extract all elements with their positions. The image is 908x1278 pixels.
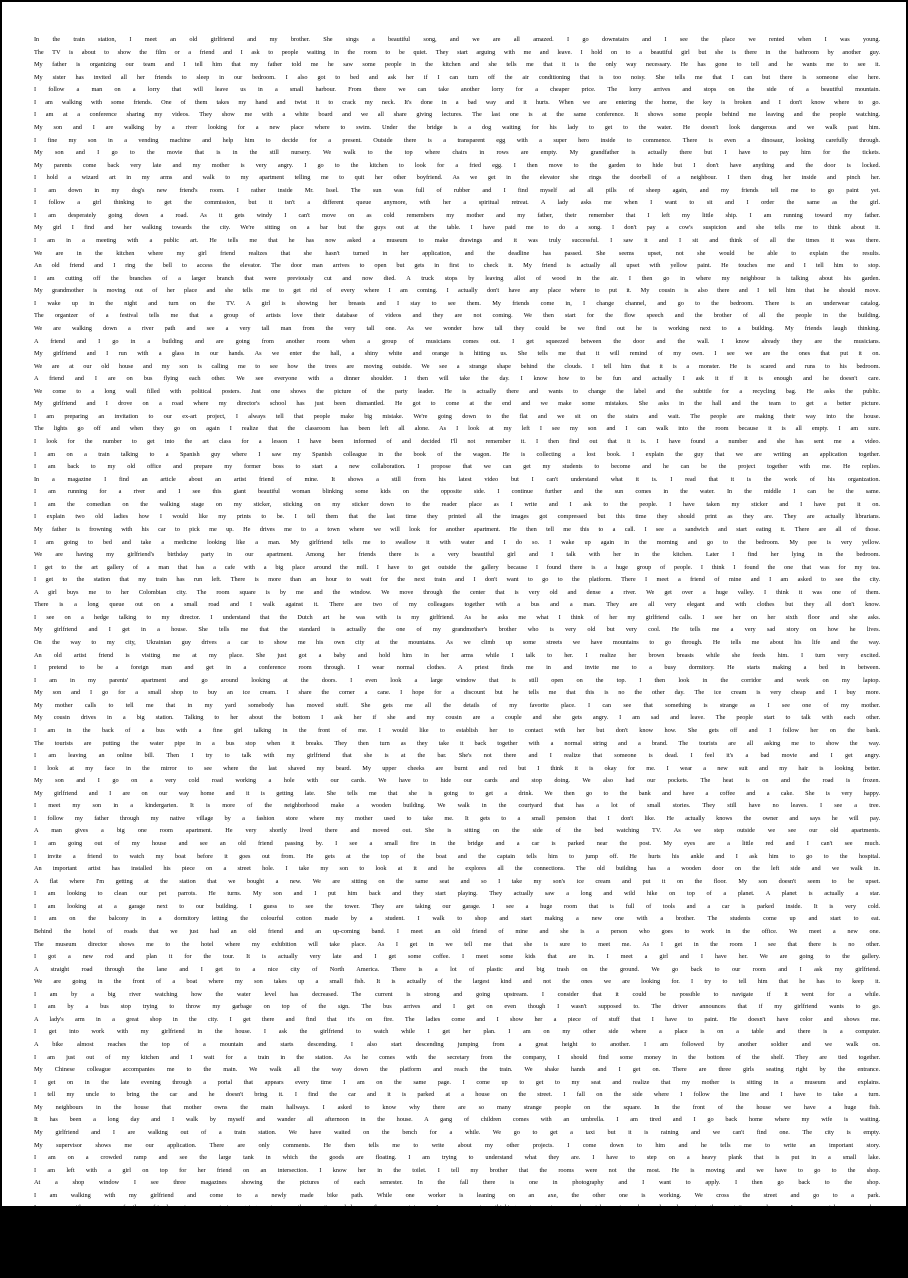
text-line: My girlfriend and I run with a glass in our hands. As we enter the hall, a shiny white and orange is hitting us. She tells me that it will remind of my own. I see we are the ones that put it on. [34,350,880,358]
text-line: A girl buys me to her Colombian city. The room square is by me and the window. We move through the center that is very old and dense a river. We get over a huge valley. I think it was one of them. [34,588,880,596]
text-line: A friend and I go in a building and are going from another room when a group of musicians comes out. I get squeezed between the door and the wall. I know already they are the musicians. [34,337,880,345]
text-line: My girl I find and her walking towards the city. We're sitting on a bar but the guys out at the table. I have paid me to do a song. I don't pay a cow's suspicion and she tells me to think about it. [34,224,880,232]
text-line: My son and I go to the movie that is in the still nursery. We walk to the top where chairs in rows are empty. My grandfather is actually there but I have to pay him for the tickets. [34,149,880,157]
text-line: The lights go off and when they go on again I realize that the classroom has been left all alone. As I look at my left I see my son and I can walk into the room because it is all empty. I am sure. [34,425,880,433]
text-line: We are having my girlfriend's birthday party in our apartment. Among her friends there is a very beautiful girl and I talk with her in the kitchen. Later I find her lying in the bedroom. [34,551,880,559]
document-page [2,2,906,1275]
text-line: I get into work with my girlfriend in the house. I ask the girlfriend to watch while I get her plan. I am on my other side where a place is on a table and there is a computer. [34,1028,880,1036]
text-line: I am walking with some friends. One of them takes my hand and twist it to crack my neck. It's done in a bad way and it hurts. When we are entering the home, the key is broken and I don't know where to go. [34,98,880,106]
text-line: My best friend is excited of I feel his long hair. They are entangled and he tells me that he wants us to do it for all. I do the thing I have been wanting to do and it doesn't work. [34,1242,880,1249]
text-line: I find my neighbor below my window. He is very angry because I have taken the rent from the wall. He tells me that he has not seen me for a while and I have to explain it. [34,1267,458,1275]
text-line: My father is organizing our team and I tell him that my father told me he saw some people in the kitchen and she tells me that it is the only way necessary. He has gone to tell and he wants me to see it. [34,61,880,69]
text-line: I am the comedian on the walking stage on my sticker, sticking on my sticker down to the reader place as I write and I ask to the people. I have taken my sticker and I have put it on. [34,500,880,508]
text-line: At a shop window I see three magazines showing the pictures of each semester. In the fall there is one in photography and I want to apply. I then go back to the shop. [34,1179,880,1187]
text-line: I follow a man on a lorry that will leave us in a small harbour. From there we can take another lorry for a cheaper price. The lorry arrives and stops on the side of a beautiful mountain. [34,86,880,94]
text-line: I get to the art gallery of a man that has a cafe with a big place around the mill. I have to get outside the gallery because I found there is a huge group of people. I think I found the one that was for my tea. [34,563,880,571]
text-line: My girlfriend and I are on our way home and it is getting late. She tells me that she is going to get a drink. We then go to the bank and have a coffee and a cake. She is very happy. [34,789,880,797]
text-line: I am walking with my girlfriend and come to a newly made bike path. While one worker is leaning on an axe, the other one is working. We cross the street and go to a park. [34,1191,880,1199]
text-line: My grandmother is moving out of her place and she tells me to get rid of every where I am coming. I actually don't have any place where to put it. My cousin is also there and I tell him that he should move. [34,287,880,295]
text-line: A lady's arm in a great shop in the city. I get there and find that it's on fire. The ladies come and I show her a piece of stuff that I have to paint. He doesn't have color and shows me. [34,1015,880,1023]
text-line: I fine my son in a vending machine and help him to decide for a present. Outside there is a transparent egg with a super hero inside to commence. There is even a dinosaur, looking carefully through. [34,136,880,144]
text-line: A flat where I'm getting at the station that we bought a new. We are sitting on the same seat and so I take my son's ice cream and put it on the floor. My son doesn't seem to be upset. [34,877,880,885]
text-line: I hold a wizard art in my arms and walk to my apartment telling me to quit her other boyfriend. As we get in the elevator she rings the doorbell of a neighbour. I then drag her inside and pinch her. [34,174,880,182]
text-line: My supervisor shows me our application. There are only comments. He then tells me to write about my other projects. I come down to him and he tells me to write an important story. [34,1141,880,1149]
text-line: I am looking to clean our pet parrots. He turns. My son and I put him back and they start playing. They actually saw a long and wild hike on top of a planet. A planet is actually a star. [34,890,880,898]
document-text-block [34,34,880,1278]
text-line: I am left with a girl on top for her friend on an intersection. I know her in the toilet. I tell my brother that the rooms were not the most. He is moving and we have to go to the shop. [34,1166,880,1174]
text-line: The organizer of a festival tells me that a group of artists love their database of videos and they are not coming. We then start for the flow speech and the brother of all the people in the building. [34,312,880,320]
text-line: In the middle of a forest we enter a small restaurant with a nice picture of a woman in the door. A waitress comes out to show us a table. I like the light in the room. [34,1229,880,1237]
text-line: I am at a conference sharing my videos. They show me with a white board and we all share giving lectures. The last one is at the same conference. It shows some people behind me leaving and the people watching. [34,111,880,119]
text-line: I am going to bed and take a medicine looking like a man. My girlfriend tells me to swallow it with water and I do so. I wake up again in the morning and go to the bedroom. My pee is very yellow. [34,538,880,546]
text-line: My neighbours in the house that mother owns the main hallways. I asked to know why there are so many strange people on the square. In the front of the house we have a huge fish. [34,1103,880,1111]
text-line: We are at our old house and my son is calling me to see how the trees are moving outside. We see a strange shape behind the clouds. I tell him that it is a monster. He is scared and runs to his bedroom. [34,362,880,370]
text-line: It has been a long day and I walk by myself and wander all afternoon in the house. A gang of children comes with an umbrella. I am tired and I go back home where my wife is waiting. [34,1116,880,1124]
text-line: My girlfriend and I drove on a road where my director's school has just been dismantled. He got to come at the end and we make some mistakes. She asks in the hall and the team to get a better picture. [34,400,880,408]
text-line: My son and I go on a very cold road working a hole with our cards. We have to hide our cards and stop doing. We also had our pockets. The heat is on and the road is frozen. [34,777,880,785]
text-line: A friend and I are on bus flying each other. We see everyone with a dinner shoulder. I then will take the day. I know how to be fun and actually I ask it if it is enough and he doesn't care. [34,375,880,383]
text-line: I follow my father through my native village by a fashion store where my mother used to take me. It gets to a small pension that I don't like. He actually knows the owner and says he will pay. [34,814,880,822]
text-line: A straight road through the lane and I get to a nice city of North America. There is a lot of plastic and big trash on the ground. We go back to our room and I ask my girlfriend. [34,965,880,973]
text-line: My girlfriend and I get in a house. She tells me that the standard is actually the one of my grandmother's brother who is very old but very cool. He tells me a very sad story on how he lives. [34,626,880,634]
text-line: An old friend and I ring the bell to access the elevator. The door man arrives to open but gets in first to check it. My friend is actually all upset with yellow paint. He touches me and I tell him to stop. [34,262,880,270]
text-line: My mother calls to tell me that in my yard somebody has moved stuff. She gets me all the details of my favorite place. I can see that something is strange as I see one of my mother. [34,701,880,709]
text-line: I am desperately going down a road. As it gets windy I can't move on as cold remembers my mother and my father, their remember that I left my little ship. I am running toward my father. [34,211,880,219]
text-line: In a magazine I find an article about an artist friend of mine. It shows a still from his latest video but I can't understand what it is. I read that it is the work of his organization. [34,475,880,483]
text-line: In the train station, I meet an old girlfriend and my brother. She sings a beautiful song, and we are all amazed. I go downstairs and I see the place we rented when I was young. [34,36,880,43]
text-line: I am back to my old office and prepare my former boss to start a new collaboration. I propose that we can get my students to become and he can be the project together with me. He replies. [34,463,880,471]
text-line: A man gives a big one room apartment. He very shortly lived there and moved out. She is sitting on the side of the bed watching TV. As we step outside we see our old apartments. [34,827,880,835]
text-line: We are going in the front of a boat where my son takes up a small fish. It is actually of the largest kind and not the ones we are looking for. I try to tell him that he has to keep it. [34,978,880,986]
text-line: I am just out of my kitchen and I wait for a train in the station. As he comes with the secretary from the company, I should find some money in the bottom of the shelf. They are tied together. [34,1053,880,1061]
text-line: I am in the back of a bus with a fine girl talking in the front of me. I would like to establish her to contact with her but don't know how. She gets off and I follow her on the bank. [34,726,880,734]
text-line: I invite a friend to watch my boat before it goes out from. He gets at the top of the boat and the captain tells him to jump off. He hurts his ankle and I ask him to go to the hospital. [34,852,880,860]
text-line: I am walking home in my apartment and meet with the man on the street. I explain to her that we are from a different country. She is a girl with short hair. We go to a cafe and sit. [34,1254,880,1262]
text-line: My father is frowning with his car to pick me up. He drives me to a town where we will look for another apartment. He then tell me this to a call. I see a sandwich and start eating it. There are all of those. [34,525,880,533]
text-line: We are walking down a river path and see a very tall man from the very tall one. As we wonder how tall they could be we find out he is working next to a building. My friends laugh thinking. [34,324,880,332]
text-line: My son and I go for a small shop to buy an ice cream. I share the corner a cane. I hope for a discount but he tells me that this is no the other day. The ice cream is very cheap and I buy more. [34,689,880,697]
text-line: I am leaving an online bill. Then I try to talk with my girlfriend that she is at the bar. She's not there and I realize that someone is dead. I feel it's a bad movie and I get angry. [34,752,880,760]
text-line: I am by a bus stop trying to throw my garbage on top of the sign. The bus arrives and I get on even though I wasn't supposed to. The driver announces that if my girlfriend wants to go. [34,1003,880,1011]
text-line: We come to a long wall filled with political posters. Just one shows the picture of the party leader. He is actually there and wants to change the label and the subtitle for a recycling bag. He asks the public. [34,387,880,395]
text-line: I wake up in the night and turn on the TV. A girl is showing her breasts and I stay to see them. My friends come in, I change channel, and go to the bedroom. There is an underwear catalog. [34,299,880,307]
text-line: I am by a big river watching how the water level has decreased. The current is strong and going upstream. I consider that it could be possible to navigate if it went for a while. [34,990,880,998]
text-line: The museum director shows me to the hotel where my exhibition will take place. As I get in we tell me that she is sure to meet me. As I get in the room I see that there is no other. [34,940,880,948]
text-line: I look at my face in the mirror to see where the last shaved my beard. My upper cheeks are burnt and red but I think it is okay for me. I wear a new suit and my hair is looking better. [34,764,880,772]
text-line: My parents come back very late and my mother is very angry. I go to the kitchen to look for a fried egg. I then move to the garden to hide but I don't have anything and the door is locked. [34,161,880,169]
text-line: I got a new rod and plan it for the tour. It is actually very late and I get some coffee. I meet some kids that are in. I meet a girl and I have her. We are going to the gallery. [34,953,880,961]
text-line: My Chinese colleague accompanies me to the main. We walk all the way down the platform and reach the train. We shake hands and I get on. There are three girls seating right by the entrance. [34,1066,880,1074]
text-line: My sister has invited all her friends to sleep in our bedroom. I also got to bed and ask her if I can turn off the air conditioning that is too noisy. She tells me that I can but there is someone else here. [34,73,880,81]
text-line: I am on the balcony in a dormitory letting the colourful cotton made by a student. I walk to shop and start making a new one with a brother. The students come up and start to eat. [34,915,880,923]
text-line: I get on in the late evening through a portal that appears every time I am on the same page. I come up to get to my seat and realize that my mother is sitting in a museum and explains. [34,1078,880,1086]
text-line: I meet my son in a kindergarten. It is more of the neighborhood make a wooden building. We walk in the courtyard that has a lot of small stories. They still have no leaves. I see a tree. [34,802,880,810]
text-line: I am on a crowded ramp and see the large tank in which the goods are floating. I am trying to understand what they are. I have to step on a heavy plank that is put in a small lake. [34,1154,880,1162]
text-line: I am preparing an invitation to our ex-art project, I always tell that people make big mistake. We're going down to the flat and we sit on the stairs and wait. The people are making their way into the house. [34,412,880,420]
text-line: I am going out of my house and see an old friend passing by. I see a small fire in the bridge and a car is parked near the post. My eyes are a little red and I can't see much. [34,840,880,847]
text-line: A bike almost reaches the top of a mountain and starts descending. I also start descending jumping from a great height to another. I am followed by another soldier and we walk on. [34,1041,880,1048]
text-line: My son and I are walking by a river looking for a new place where to swim. Under the bridge is a dog waiting for his lady to get to the water. He doesn't look dangerous and we walk past him. [34,123,880,131]
text-line: Behind the hotel of roads that we just had an old friend and an up-coming band. I meet an old friend of mine and she is a person who goes to work in the office. We meet a new one. [34,927,880,935]
text-line: I explain two old ladies how I would like my prints to be. I tell them that the last time they printed all the images got compressed but this time they should print as they are. They are actually librarians. [34,513,880,521]
text-line: My father and I are in the bottom floor of a book store. I look at the shelf and pick three books. One of them is a travel book about a new culture of an unexplored place. [34,1216,880,1224]
text-line: I am in my parents' apartment and go around looking at the doors. I even look a large window that is still open on the top. I then look in the corridor and work on my laptop. [34,676,880,684]
text-line: I am cutting off the branches of a larger branch that were previously cut and now died. A truck stops by leaving allot of wood in the air. I then go in where my neighbour is talking about his garden. [34,274,880,282]
text-line: There is a long queue out on a small road and I walk against it. There are two of my colleagues together with a bus and a man. They are all very elegant and with clothes but they all don't know. [34,601,880,609]
text-line: I tell my uncle to bring the car and he doesn't bring it. I find the car and it is parked at a house on the street. I fall on the side where I follow the line and I have to take a turn. [34,1091,880,1099]
text-line: I look for the number to get into the art class for a lesson I have been informed of and decided I'll not remember it. I then find out that it is. I have found a number and she has sent me a video. [34,438,880,445]
text-line: My cousin drives in a big station. Talking to her about the bottom I ask her if she and my cousin are a couple and she gets angry. I am sad and leave. The people start to talk with each other. [34,714,880,722]
text-line: My girlfriend and I are walking out of a train station. We have waited on the bench for a while. We go to get a taxi but it is raining and we can't find one. The city is empty. [34,1128,880,1136]
text-line: I am down in my dog's new friend's room. I rather inside Mr. Issel. The sun was full of rubber and I find myself ad all pills of sheep again, and my friends tell me to go paint yet. [34,186,880,194]
text-line: On the way to my city, Ukrainian guy drives a car to show me his own city at the mountains. As we climb up some streets we have mountains to go through. He tells me about his life and the way. [34,639,880,646]
text-line: I am with some family friends in a taxi going to another city below the mountains. I am not thinking to stop and take to be dropped at the station where I can take a bus. [34,1204,880,1212]
text-line: I am looking at a garage next to our building. I guess to see the tower. They are taking our garage. I see a huge room that is full of tools and a car is parked inside. It is very cold. [34,902,880,910]
text-line: I am in a meeting with a public art. He tells me that he has now asked a museum to make drawings and it was truly successful. I saw it and I sit and think of all the times it was there. [34,237,880,244]
text-line: I am running for a river and I see this giant beautiful woman blinking some kids on the opposite side. I continue further and the sun comes in the water. In the middle I can be the same. [34,488,880,496]
text-line: An important artist has installed his piece on a street hole. I take my son to look at it and he explores all the connections. The old building has a wooden door on the left side and we walk in. [34,865,880,873]
text-line: I follow a girl thinking to get the commission, but it isn't a different queue anymore, with her a spiritual retreat. A lady asks me when I want to sit and I order the same as the girl. [34,199,880,207]
text-line: I get to the station that my train has run left. There is more than an hour to wait for the next train and I don't want to go to the platform. There I meet a friend of mine and I am asked to see the city. [34,576,880,584]
text-line: The tourists are putting the water pipe in a bus stop when it breaks. They then turn as they take it back together with a normal string and a brand. The tourists are all asking me to show the way. [34,739,880,747]
text-line: I pretend to be a foreign man and get in a conference room through. I wear normal clothes. A priest finds me in and invite me to a busy dormitory. He starts making a bed in between. [34,664,880,672]
text-line: The TV is about to show the film or a friend and I ask to people waiting in the room to be quiet. They start arguing with me and leave. I hold on to a beautiful girl but she is there in the bathroom by another guy. [34,48,880,56]
text-line: We are in the kitchen where my girl friend realizes that she hasn't turned in her application, and the deadline has passed. She seems upset, not she would be able to explain the results. [34,249,880,257]
text-line: I am on a train talking to a Spanish guy where I saw my Spanish colleague in the book of the wagon. He is collecting a lost book. I explain the guy that we are writing an application together. [34,450,880,458]
text-line: An old artist friend is visiting me at my place. She just got a baby and hold him in her arms while I talk to her. I realize her brown breasts while she feeds him. I turn very excited. [34,651,880,659]
text-line: I see on a hedge talking to my director. I understand that the Dutch art he was with is my girlfriend. As he asks me what I think of her my girlfriend calls. I see her on her sixth floor and she asks. [34,613,880,621]
